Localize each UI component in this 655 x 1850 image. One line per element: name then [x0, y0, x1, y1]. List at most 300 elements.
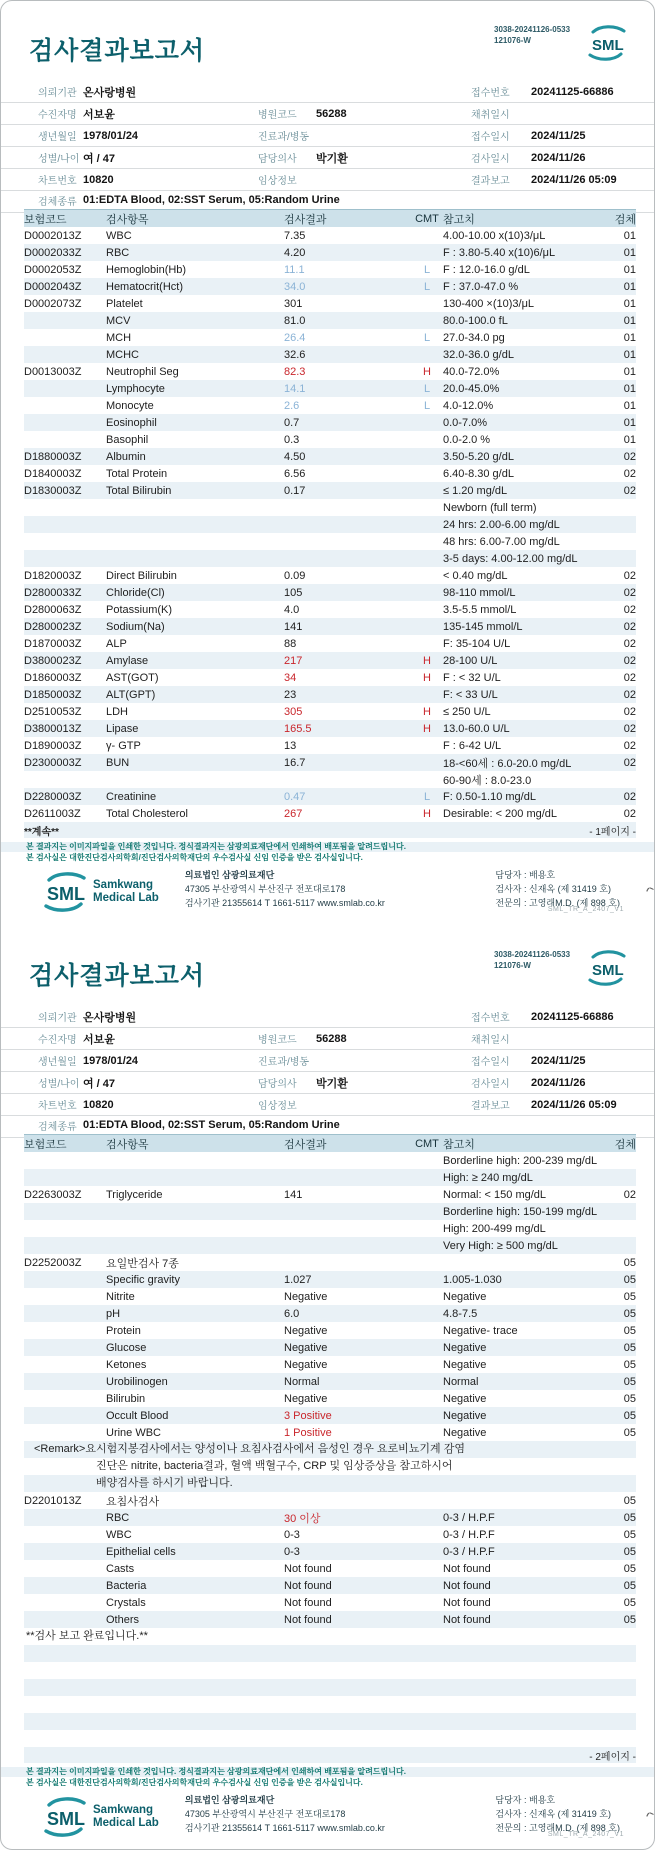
cell-item: Protein: [106, 1324, 141, 1337]
cell-cmt: L: [423, 790, 431, 803]
cell-spec: 02: [623, 705, 636, 718]
table-row: [24, 312, 636, 329]
cell-ref: Negative- trace: [443, 1324, 518, 1337]
cell-item: Chloride(Cl): [106, 586, 165, 599]
cell-spec: 01: [623, 229, 636, 242]
table-row: [24, 1322, 636, 1339]
serial-number: [494, 25, 570, 47]
cell-cmt: H: [423, 671, 431, 684]
cell-item: WBC: [106, 1528, 132, 1541]
cell-spec: 02: [623, 484, 636, 497]
cell-spec: 02: [623, 467, 636, 480]
info-l3: 결과보고: [471, 1101, 510, 1112]
cell-item: Neutrophil Seg: [106, 365, 179, 378]
info-v1: 01:EDTA Blood, 02:SST Serum, 05:Random Urine: [83, 1119, 340, 1131]
cell-ref: F : 12.0-16.0 g/dL: [443, 263, 530, 276]
patient-info-row: [1, 103, 655, 125]
patient-info-row: [1, 81, 655, 103]
table-row: [24, 1628, 636, 1645]
cell-result: 16.7: [284, 756, 306, 769]
lab-contact: 검사기관 21355614 T 1661-5117 www.smlab.co.kr: [184, 1822, 385, 1833]
table-row: [24, 516, 636, 533]
cell-spec: 02: [623, 450, 636, 463]
cell-ref: High: ≥ 240 mg/dL: [443, 1171, 533, 1184]
staff-examiner: 검사자 : 신재옥 (제 31419 호): [495, 883, 611, 894]
cell-result: 141: [284, 620, 303, 633]
staff-specialist: 전문의 : 고영래M.D. (제 898 호): [495, 897, 620, 908]
cell-code: D1840003Z: [24, 467, 82, 480]
cell-item: 요침사검사: [106, 1495, 160, 1508]
patient-info-row: [1, 1072, 655, 1094]
cell-spec: 01: [623, 280, 636, 293]
info-v3: 2024/11/26 05:09: [531, 173, 617, 186]
table-row: [24, 1713, 636, 1730]
info-l2: 진료과/병동: [258, 1057, 310, 1068]
cell-ref: 13.0-60.0 U/L: [443, 722, 510, 735]
col-header-ref: 참고치: [443, 1138, 475, 1151]
cell-cmt: L: [423, 399, 431, 412]
cell-spec: 02: [623, 722, 636, 735]
cell-ref: Not found: [443, 1596, 491, 1609]
cell-item: Others: [106, 1613, 140, 1626]
cell-spec: 02: [623, 620, 636, 633]
cell-spec: 02: [623, 790, 636, 803]
sml-logo-svg: [584, 23, 630, 63]
info-v1: 10820: [83, 173, 114, 186]
info-l2: 임상정보: [258, 176, 297, 187]
cell-spec: 05: [623, 1596, 636, 1609]
cell-item: Epithelial cells: [106, 1545, 176, 1558]
cell-ref: 0.0-2.0 %: [443, 433, 491, 446]
cell-ref: F : 3.80-5.40 x(10)6/μL: [443, 246, 556, 259]
sml-logo-svg: [584, 948, 630, 988]
row-text: **검사 보고 완료입니다.**: [26, 1630, 148, 1642]
cell-spec: 05: [623, 1290, 636, 1303]
cell-result: 305: [284, 705, 303, 718]
info-v3: 20241125-66886: [531, 1010, 614, 1023]
cell-spec: 05: [623, 1494, 636, 1507]
info-v1: 01:EDTA Blood, 02:SST Serum, 05:Random Urine: [83, 194, 340, 206]
cell-ref: Borderline high: 150-199 mg/dL: [443, 1205, 598, 1218]
table-row: [24, 771, 636, 788]
table-row: [24, 584, 636, 601]
cell-item: Total Cholesterol: [106, 807, 188, 820]
cell-ref: 28-100 U/L: [443, 654, 498, 667]
cell-ref: Negative: [443, 1358, 487, 1371]
cell-result: 0.7: [284, 416, 300, 429]
cell-ref: 98-110 mmol/L: [443, 586, 516, 599]
col-header-result: 검사결과: [284, 1138, 327, 1151]
patient-info-row: [1, 1006, 655, 1028]
patient-info-row: [1, 147, 655, 169]
cell-result: 267: [284, 807, 303, 820]
cell-item: Occult Blood: [106, 1409, 169, 1422]
cell-spec: 05: [623, 1358, 636, 1371]
results-table: [24, 1134, 636, 1763]
cell-spec: 05: [623, 1307, 636, 1320]
info-l1: 의뢰기관: [38, 1013, 77, 1024]
cell-result: 165.5: [284, 722, 312, 735]
cell-spec: 05: [623, 1256, 636, 1269]
patient-info-row: [1, 1028, 655, 1050]
cell-code: D1850003Z: [24, 688, 82, 701]
lab-name-line-1: Samkwang: [93, 878, 154, 891]
cell-ref: 27.0-34.0 pg: [443, 331, 505, 344]
cell-ref: 0-3 / H.P.F: [443, 1528, 495, 1541]
table-row: [24, 1475, 636, 1492]
table-row: [24, 431, 636, 448]
table-row: [24, 652, 636, 669]
report-title: 검사결과보고서: [29, 37, 206, 65]
cell-result: 0-3: [284, 1528, 300, 1541]
cell-ref: 0-3 / H.P.F: [443, 1545, 495, 1558]
cell-item: Monocyte: [106, 399, 154, 412]
footer-note-1: 본 결과지는 이미지파일을 인쇄한 것입니다. 정식결과지는 삼광의료재단에서 인쇄하여 배포됨을 알려드립니다.: [1, 842, 654, 852]
col-header-spec: 검체: [614, 213, 636, 226]
signature-scribble: [645, 880, 655, 896]
table-row: [24, 397, 636, 414]
cell-code: D3800013Z: [24, 722, 82, 735]
report-page-2: [1, 926, 654, 1850]
table-row: [24, 1441, 636, 1458]
cell-spec: 01: [623, 399, 636, 412]
table-row: [24, 601, 636, 618]
col-header-code: 보험코드: [24, 213, 67, 226]
cell-ref: 0-3 / H.P.F: [443, 1511, 495, 1524]
info-v1: 온사랑병원: [83, 1011, 137, 1024]
info-l2: 진료과/병동: [258, 132, 310, 143]
serial-line-2: 121076-W: [494, 35, 531, 45]
table-row: [24, 1271, 636, 1288]
staff-examiner-line: [495, 883, 620, 897]
table-body: [24, 227, 636, 822]
cell-result: 7.35: [284, 229, 306, 242]
table-row: [24, 720, 636, 737]
lab-address-block: [185, 869, 385, 911]
footer-note-2: 본 검사실은 대한진단검사의학회/진단검사의학재단의 우수검사실 신임 인증을 받은 검사실입니다.: [26, 1778, 363, 1787]
cell-ref: F : 6-42 U/L: [443, 739, 502, 752]
patient-info-row: [1, 169, 655, 191]
cell-result: Negative: [284, 1324, 328, 1337]
table-header-row: [24, 209, 636, 227]
cell-result: 82.3: [284, 365, 306, 378]
sml-footer-logo: [39, 1794, 159, 1840]
table-row: [24, 1543, 636, 1560]
staff-specialist: 전문의 : 고영래M.D. (제 898 호): [495, 1822, 620, 1833]
table-row: [24, 1730, 636, 1747]
page-number-label: - 1페이지 -: [589, 826, 636, 838]
patient-info-grid: [1, 81, 655, 213]
cell-item: Creatinine: [106, 790, 157, 803]
info-l3: 접수일시: [471, 132, 510, 143]
info-v3: 2024/11/26: [531, 151, 586, 164]
cell-ref: 0.0-7.0%: [443, 416, 488, 429]
table-row: [24, 1203, 636, 1220]
cell-spec: 02: [623, 637, 636, 650]
cell-item: BUN: [106, 756, 130, 769]
cell-item: Basophil: [106, 433, 149, 446]
staff-examiner-line: [495, 1808, 620, 1822]
serial-number: [494, 950, 570, 972]
table-row: [24, 1237, 636, 1254]
cell-spec: 05: [623, 1528, 636, 1541]
row-text: 배양검사를 하시기 바랍니다.: [96, 1477, 233, 1489]
cell-cmt: L: [423, 263, 431, 276]
info-l3: 접수번호: [471, 88, 510, 99]
signature-scribble: [645, 1805, 655, 1821]
cell-result: 4.50: [284, 450, 306, 463]
cell-result: 0.09: [284, 569, 306, 582]
svg-text:SML: SML: [47, 1809, 85, 1829]
lab-name-line-2: Medical Lab: [93, 1817, 159, 1829]
sml-footer-logo: [39, 869, 159, 915]
cell-spec: 01: [623, 314, 636, 327]
cell-ref: 4.00-10.00 x(10)3/μL: [443, 229, 546, 242]
svg-text:SML: SML: [47, 884, 85, 904]
table-row: [24, 1339, 636, 1356]
table-header-row: [24, 1134, 636, 1152]
info-v2: 56288: [316, 107, 347, 120]
table-row: [24, 261, 636, 278]
table-row: [24, 465, 636, 482]
cell-item: AST(GOT): [106, 671, 159, 684]
cell-cmt: H: [423, 654, 431, 667]
table-row: [24, 1492, 636, 1509]
cell-ref: 4.8-7.5: [443, 1307, 478, 1320]
info-v1: 여 / 47: [83, 152, 116, 165]
info-l1: 성별/나이: [38, 154, 80, 165]
cell-ref: Normal: [443, 1375, 479, 1388]
cell-ref: 3.50-5.20 g/dL: [443, 450, 514, 463]
table-row: [24, 669, 636, 686]
cell-item: RBC: [106, 1511, 130, 1524]
info-l3: 접수번호: [471, 1013, 510, 1024]
cell-cmt: H: [423, 807, 431, 820]
cell-spec: 02: [623, 586, 636, 599]
info-v1: 서보윤: [83, 1033, 115, 1046]
lab-staff-block: [495, 1794, 620, 1836]
cell-item: Total Protein: [106, 467, 168, 480]
row-text: <Remark>요시험지봉검사에서는 양성이나 요침사검사에서 음성인 경우 요로비뇨기계 감염: [34, 1443, 465, 1455]
cell-code: D2263003Z: [24, 1188, 82, 1201]
cell-result: 4.20: [284, 246, 306, 259]
cell-code: D0002053Z: [24, 263, 82, 276]
cell-result: 30 이상: [284, 1512, 321, 1525]
cell-result: 217: [284, 654, 303, 667]
cell-item: Total Bilirubin: [106, 484, 172, 497]
cell-result: 13: [284, 739, 297, 752]
info-l1: 차트번호: [38, 176, 77, 187]
table-row: [24, 754, 636, 771]
footer-note-1: 본 결과지는 이미지파일을 인쇄한 것입니다. 정식결과지는 삼광의료재단에서 인쇄하여 배포됨을 알려드립니다.: [1, 1767, 654, 1777]
cell-ref: < 0.40 mg/dL: [443, 569, 508, 582]
info-l1: 수진자명: [38, 1035, 77, 1046]
col-header-code: 보험코드: [24, 1138, 67, 1151]
doc-code: SML_TR_A_2407_V1: [547, 906, 624, 913]
table-row: [24, 295, 636, 312]
table-row: [24, 1458, 636, 1475]
table-row: [24, 414, 636, 431]
cell-spec: 02: [623, 688, 636, 701]
info-v3: 2024/11/26: [531, 1076, 586, 1089]
cell-result: 0.3: [284, 433, 300, 446]
cell-item: Triglyceride: [106, 1188, 163, 1201]
cell-code: D2300003Z: [24, 756, 82, 769]
cell-code: D1870003Z: [24, 637, 82, 650]
cell-spec: 02: [623, 671, 636, 684]
doc-code: SML_TR_A_2407_V1: [547, 1831, 624, 1838]
cell-result: 3 Positive: [284, 1409, 332, 1422]
footer-note-2: 본 검사실은 대한진단검사의학회/진단검사의학재단의 우수검사실 신임 인증을 받은 검사실입니다.: [26, 853, 363, 862]
patient-info-row: [1, 125, 655, 147]
table-row: [24, 1611, 636, 1628]
cell-spec: 05: [623, 1409, 636, 1422]
cell-item: Urobilinogen: [106, 1375, 168, 1388]
cell-ref: 130-400 ×(10)3/μL: [443, 297, 535, 310]
cell-ref: 32.0-36.0 g/dL: [443, 348, 514, 361]
table-row: [24, 1594, 636, 1611]
cell-result: Negative: [284, 1290, 328, 1303]
info-v1: 1978/01/24: [83, 129, 139, 142]
cell-item: Platelet: [106, 297, 143, 310]
cell-spec: 01: [623, 416, 636, 429]
table-row: [24, 278, 636, 295]
info-l1: 검체종류: [38, 196, 77, 208]
table-row: [24, 533, 636, 550]
staff-manager: 담당자 : 배용호: [495, 1795, 556, 1805]
serial-line-2: 121076-W: [494, 960, 531, 970]
cell-spec: 01: [623, 263, 636, 276]
cell-spec: 01: [623, 297, 636, 310]
table-row: [24, 618, 636, 635]
table-row: [24, 737, 636, 754]
col-header-result: 검사결과: [284, 213, 327, 226]
lab-address: 47305 부산광역시 부산진구 전포대로178: [184, 883, 346, 894]
cell-code: D0002013Z: [24, 229, 82, 242]
info-l2: 담당의사: [258, 154, 297, 165]
cell-ref: 4.0-12.0%: [443, 399, 494, 412]
cell-result: Not found: [284, 1579, 332, 1592]
cell-result: 105: [284, 586, 303, 599]
table-row: [24, 1288, 636, 1305]
info-l3: 결과보고: [471, 176, 510, 187]
col-header-cmt: CMT: [415, 1137, 439, 1150]
cell-result: 4.0: [284, 603, 300, 616]
cell-ref: Negative: [443, 1409, 487, 1422]
row-text: 진단은 nitrite, bacteria결과, 혈액 백혈구수, CRP 및 임상증상을 참고하시어: [96, 1460, 453, 1472]
cell-code: D2611003Z: [24, 807, 81, 820]
table-row: [24, 448, 636, 465]
table-row: [24, 346, 636, 363]
cell-ref: Normal: < 150 mg/dL: [443, 1188, 547, 1201]
cell-code: D2800023Z: [24, 620, 82, 633]
cell-ref: Negative: [443, 1290, 487, 1303]
lab-name-en: [93, 1804, 159, 1830]
cell-code: D1890003Z: [24, 739, 82, 752]
cell-spec: 05: [623, 1613, 636, 1626]
cell-result: 1 Positive: [284, 1426, 332, 1439]
info-l1: 차트번호: [38, 1101, 77, 1112]
info-v3: 2024/11/25: [531, 129, 586, 142]
cell-ref: F: 0.50-1.10 mg/dL: [443, 790, 536, 803]
cell-spec: 01: [623, 348, 636, 361]
cell-item: Potassium(K): [106, 603, 173, 616]
cell-item: Casts: [106, 1562, 135, 1575]
cell-spec: 02: [623, 654, 636, 667]
table-row: [24, 499, 636, 516]
lab-staff-block: [495, 869, 620, 911]
info-l2: 병원코드: [258, 110, 297, 121]
cell-ref: Not found: [443, 1562, 491, 1575]
cell-code: D2280003Z: [24, 790, 82, 803]
table-row: [24, 1186, 636, 1203]
cell-result: Not found: [284, 1596, 332, 1609]
table-row: [24, 788, 636, 805]
cell-ref: Not found: [443, 1579, 491, 1592]
table-row: [24, 686, 636, 703]
info-v1: 10820: [83, 1098, 114, 1111]
cell-result: 14.1: [284, 382, 306, 395]
lab-name-en: [93, 879, 159, 905]
table-footer-row: [24, 822, 636, 838]
cell-code: D2800063Z: [24, 603, 82, 616]
info-l3: 검사일시: [471, 1079, 510, 1090]
info-l2: 임상정보: [258, 1101, 297, 1112]
cell-result: 0.17: [284, 484, 306, 497]
cell-result: Normal: [284, 1375, 320, 1388]
table-row: [24, 363, 636, 380]
lab-contact: 검사기관 21355614 T 1661-5117 www.smlab.co.kr: [184, 897, 385, 908]
cell-spec: 02: [623, 1188, 636, 1201]
report-page-1: [1, 1, 654, 926]
table-row: [24, 1305, 636, 1322]
cell-ref: 3.5-5.5 mmol/L: [443, 603, 517, 616]
cell-result: 2.6: [284, 399, 300, 412]
table-row: [24, 1679, 636, 1696]
table-row: [24, 1356, 636, 1373]
sml-footer-logo-icon: [39, 869, 91, 915]
cell-result: 34: [284, 671, 297, 684]
cell-ref: Negative: [443, 1426, 487, 1439]
cell-item: Bilirubin: [106, 1392, 146, 1405]
cell-item: Specific gravity: [106, 1273, 180, 1286]
table-row: [24, 1220, 636, 1237]
table-row: [24, 1169, 636, 1186]
cell-result: 34.0: [284, 280, 306, 293]
col-header-item: 검사항목: [106, 213, 149, 226]
table-row: [24, 227, 636, 244]
cell-result: 23: [284, 688, 297, 701]
info-l1: 수진자명: [38, 110, 77, 121]
cell-ref: High: 200-499 mg/dL: [443, 1222, 546, 1235]
cell-code: D0002033Z: [24, 246, 82, 259]
cell-spec: 02: [623, 603, 636, 616]
cell-spec: 05: [623, 1273, 636, 1286]
cell-code: D1860003Z: [24, 671, 82, 684]
patient-info-row: [1, 1050, 655, 1072]
table-row: [24, 380, 636, 397]
staff-examiner: 검사자 : 신재옥 (제 31419 호): [495, 1808, 611, 1819]
info-l1: 검체종류: [38, 1121, 77, 1133]
serial-line-1: 3038-20241126-0533: [494, 950, 571, 959]
cell-ref: F : < 32 U/L: [443, 671, 501, 684]
cell-cmt: H: [423, 722, 431, 735]
cell-ref: F : 37.0-47.0 %: [443, 280, 519, 293]
cell-spec: 02: [623, 569, 636, 582]
info-v2: 56288: [316, 1032, 347, 1045]
cell-result: Not found: [284, 1562, 332, 1575]
cell-item: Urine WBC: [106, 1426, 162, 1439]
